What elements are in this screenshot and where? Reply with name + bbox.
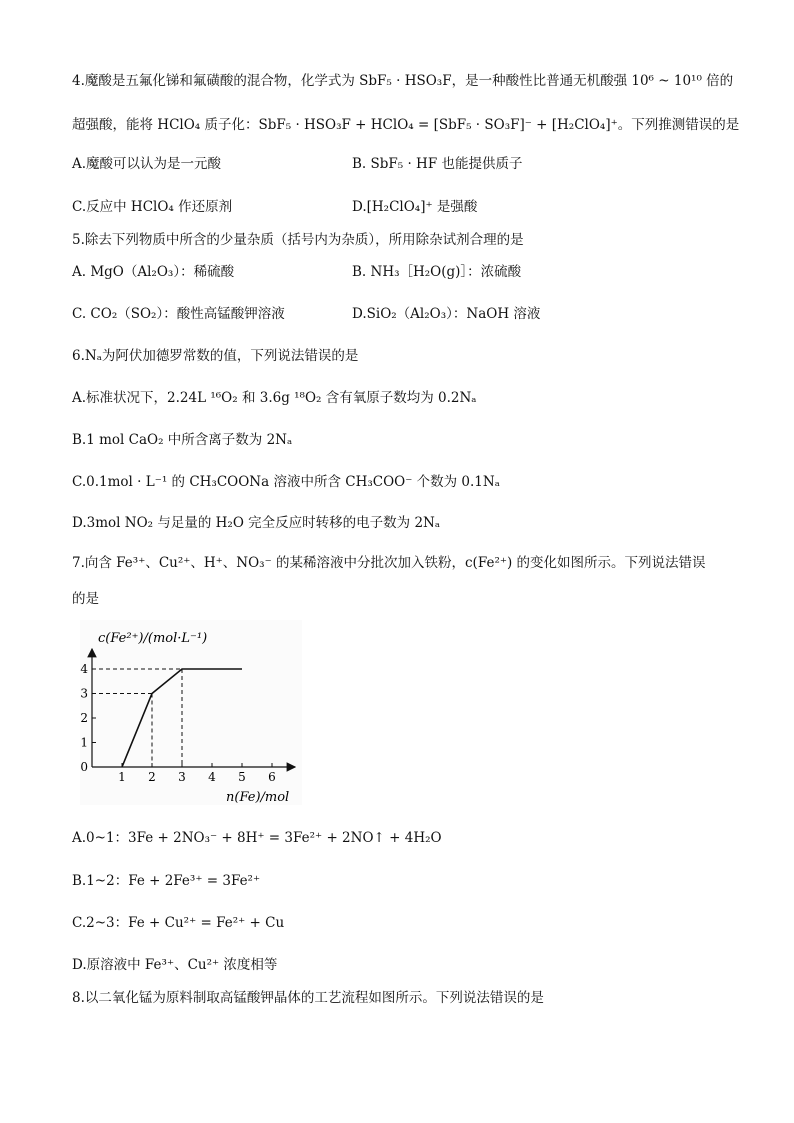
y-tick-label: 4 (80, 662, 88, 676)
q6-option-b: B.1 mol CaO₂ 中所含离子数为 2Nₐ (72, 432, 293, 448)
q4-option-c: C.反应中 HClO₄ 作还原剂 (72, 199, 233, 215)
q5-option-c: C. CO₂（SO₂）：酸性高锰酸钾溶液 (72, 306, 285, 322)
y-tick-label: 0 (80, 760, 88, 774)
q5-option-d: D.SiO₂（Al₂O₃）：NaOH 溶液 (352, 306, 541, 322)
q8-stem: 8.以二氧化锰为原料制取高锰酸钾晶体的工艺流程如图所示。下列说法错误的是 (72, 990, 544, 1006)
q7-option-c: C.2~3：Fe + Cu²⁺ = Fe²⁺ + Cu (72, 915, 285, 931)
chart-ylabel: c(Fe²⁺)/(mol·L⁻¹) (98, 631, 208, 646)
q7-option-a: A.0~1：3Fe + 2NO₃⁻ + 8H⁺ = 3Fe²⁺ + 2NO↑ + 4H₂O (72, 830, 442, 846)
q7-stem-line1: 7.向含 Fe³⁺、Cu²⁺、H⁺、NO₃⁻ 的某稀溶液中分批次加入铁粉，c(Fe²⁺) 的变化如图所示。下列说法错误 (72, 555, 706, 571)
x-tick-label: 6 (268, 770, 276, 784)
chart-xlabel: n(Fe)/mol (226, 790, 290, 805)
x-tick-label: 4 (208, 770, 216, 784)
x-tick-label: 2 (148, 770, 156, 784)
q4-stem-line2: 超强酸，能将 HClO₄ 质子化：SbF₅ · HSO₃F + HClO₄ = [SbF₅ · SO₃F]⁻ + [H₂ClO₄]⁺。下列推测错误的是 (72, 117, 740, 133)
q5-option-a: A. MgO（Al₂O₃）：稀硫酸 (72, 264, 235, 280)
fe2-concentration-chart (80, 620, 302, 805)
y-tick-label: 2 (80, 711, 88, 725)
y-tick-label: 3 (80, 686, 88, 701)
q5-stem: 5.除去下列物质中所含的少量杂质（括号内为杂质），所用除杂试剂合理的是 (72, 232, 524, 248)
q6-option-d: D.3mol NO₂ 与足量的 H₂O 完全反应时转移的电子数为 2Nₐ (72, 515, 441, 531)
x-tick-label: 5 (238, 770, 246, 784)
y-tick-label: 1 (80, 735, 88, 750)
x-tick-label: 1 (118, 770, 126, 784)
q6-stem: 6.Nₐ为阿伏加德罗常数的值，下列说法错误的是 (72, 348, 359, 364)
q4-option-b: B. SbF₅ · HF 也能提供质子 (352, 156, 523, 172)
q6-option-c: C.0.1mol · L⁻¹ 的 CH₃COONa 溶液中所含 CH₃COO⁻ 个数为 0.1Nₐ (72, 474, 500, 490)
q6-option-a: A.标准状况下，2.24L ¹⁶O₂ 和 3.6g ¹⁸O₂ 含有氧原子数均为 0.2Nₐ (72, 390, 477, 406)
q4-option-d: D.[H₂ClO₄]⁺ 是强酸 (352, 199, 478, 215)
q7-option-b: B.1~2：Fe + 2Fe³⁺ = 3Fe²⁺ (72, 873, 261, 889)
q4-option-a: A.魔酸可以认为是一元酸 (72, 156, 222, 172)
q7-stem-line2: 的是 (72, 591, 99, 607)
q7-option-d: D.原溶液中 Fe³⁺、Cu²⁺ 浓度相等 (72, 957, 278, 973)
q4-stem-line1: 4.魔酸是五氟化锑和氟磺酸的混合物，化学式为 SbF₅ · HSO₃F，是一种酸性比普通无机酸强 10⁶ ~ 10¹⁰ 倍的 (72, 73, 734, 89)
x-tick-label: 3 (178, 770, 186, 784)
q5-option-b: B. NH₃［H₂O(g)］：浓硫酸 (352, 264, 522, 280)
